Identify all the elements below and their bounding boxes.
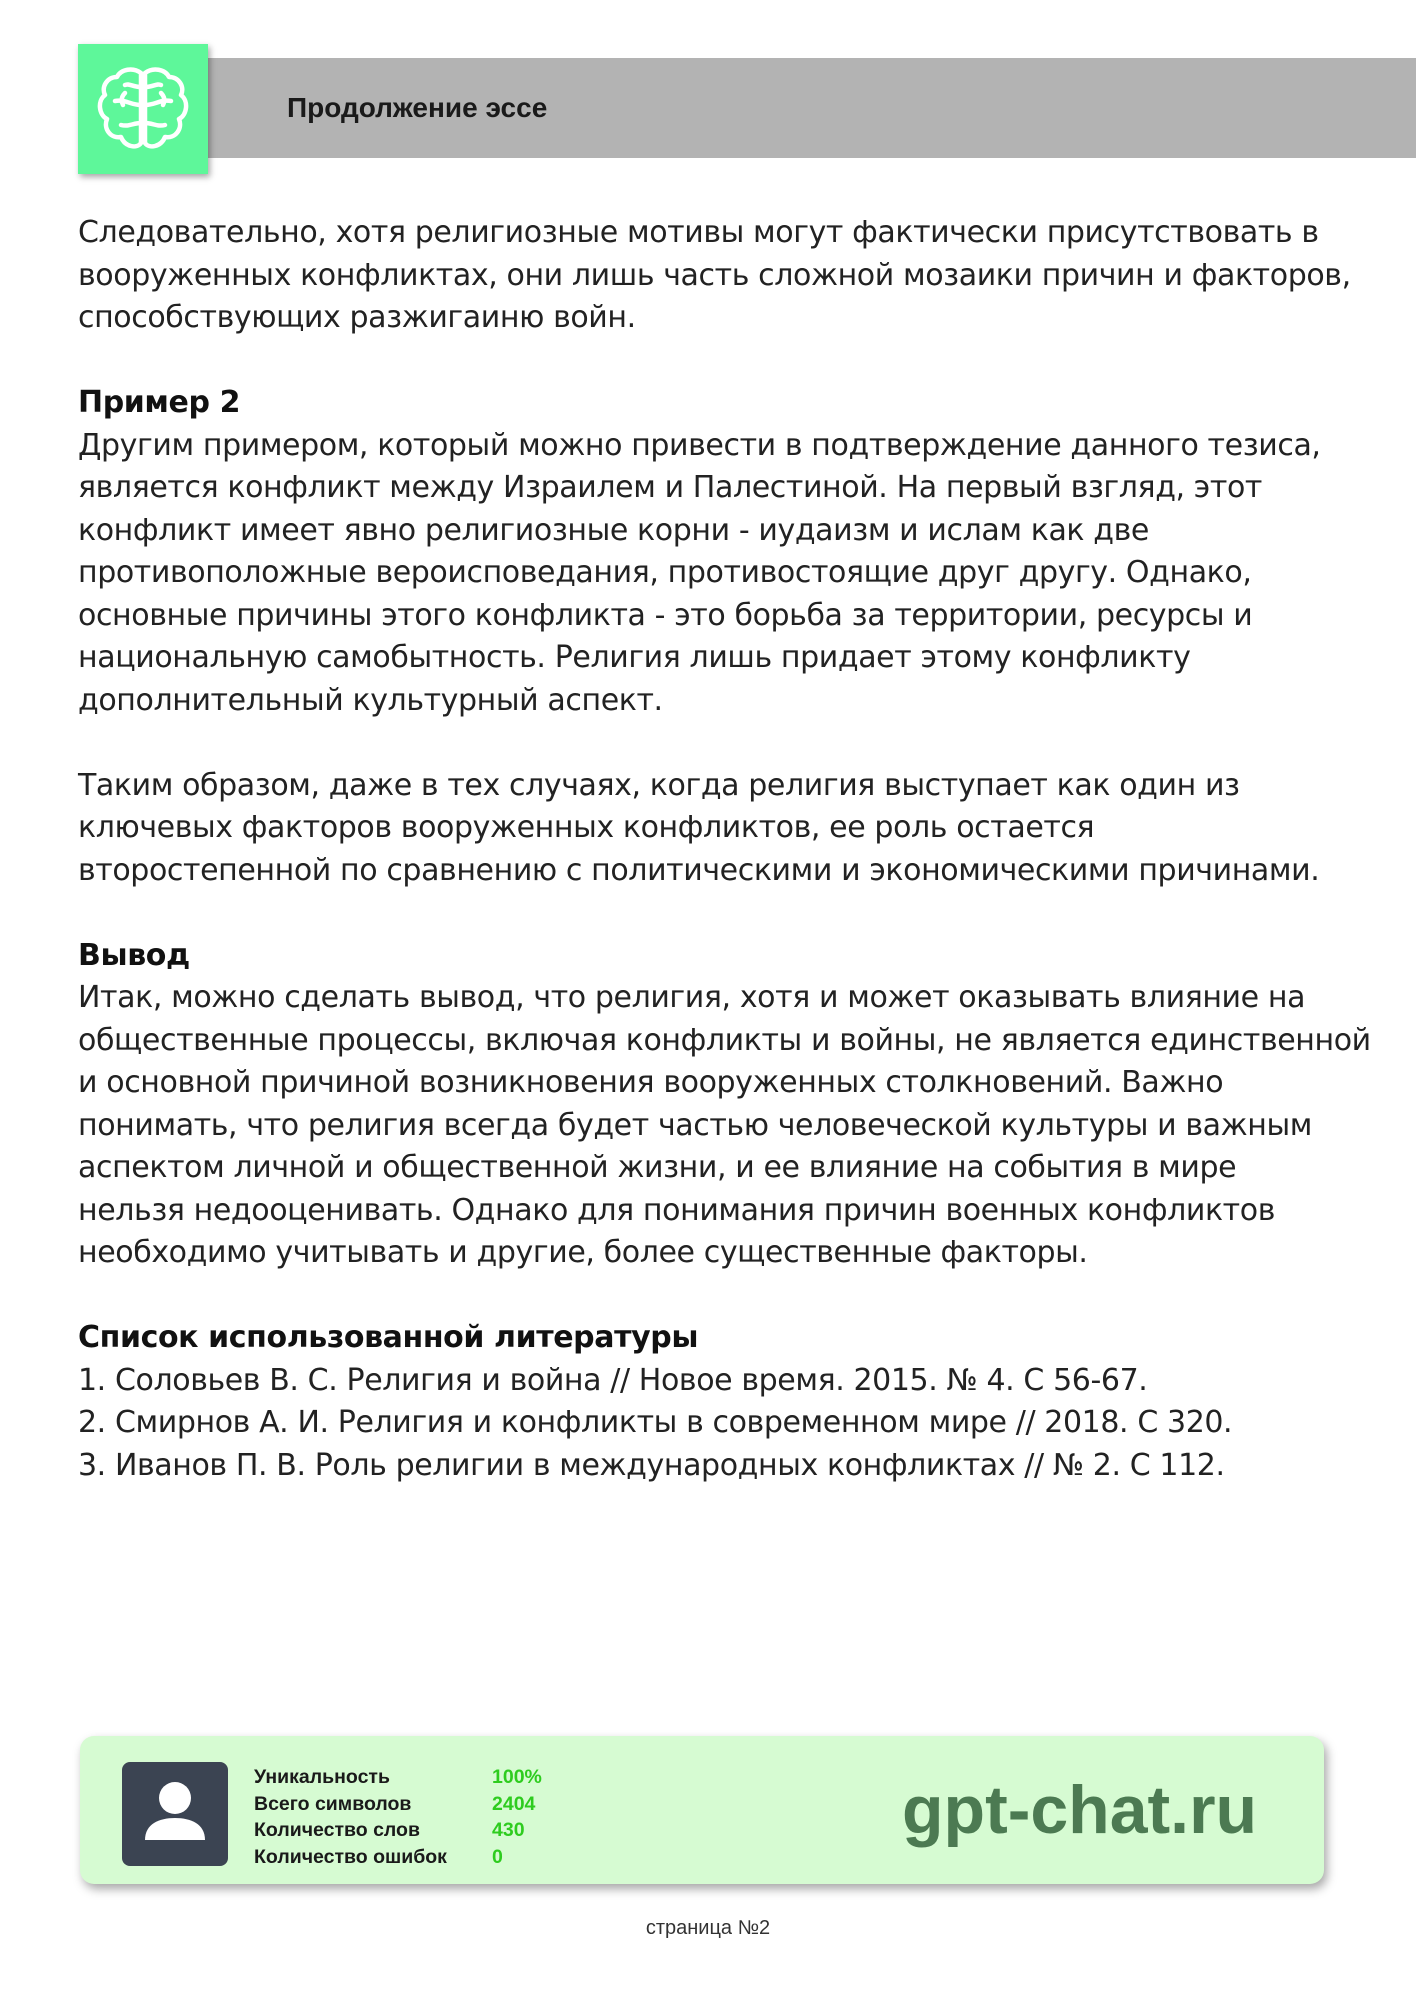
conclusion-heading: Вывод [78,937,190,973]
reference-item: 3. Иванов П. В. Роль религии в международных конфликтах // № 2. С 112. [78,1447,1225,1483]
thus-line: Таким образом, даже в тех случаях, когда религия выступает как один из [78,767,1240,803]
intro-line: вооруженных конфликтах, они лишь часть сложной мозаики причин и факторов, [78,257,1351,293]
reference-item: 1. Соловьев В. С. Религия и война // Новое время. 2015. № 4. С 56-67. [78,1362,1148,1398]
example2-line: противоположные вероисповедания, противостоящие друг другу. Однако, [78,555,1252,590]
stat-label-characters: Всего символов [254,1792,412,1815]
conclusion-line: Итак, можно сделать вывод, что религия, хотя и может оказывать влияние на [78,980,1306,1015]
stat-value-errors: 0 [492,1845,503,1868]
stat-value-characters: 2404 [492,1792,536,1815]
example2-heading: Пример 2 [78,385,241,420]
conclusion-line: понимать, что религия всегда будет частью человеческой культуры и важным [78,1107,1313,1143]
conclusion-line: нельзя недооценивать. Однако для понимания причин военных конфликтов [78,1192,1275,1228]
avatar [122,1762,228,1866]
example2-line: национальную самобытность. Религия лишь придает этому конфликту [78,640,1191,675]
conclusion-line: и основной причиной возникновения вооруженных столкновений. Важно [78,1065,1224,1100]
user-icon [122,1762,228,1866]
conclusion-line: аспектом личной и общественной жизни, и ее влияние на события в мире [78,1150,1237,1185]
thus-line: ключевых факторов вооруженных конфликтов, ее роль остается [78,810,1095,845]
example2-line: конфликт имеет явно религиозные корни - иудаизм и ислам как две [78,512,1149,548]
stat-value-words: 430 [492,1819,525,1841]
stat-labels [254,1764,447,1870]
brand-logo-text: gpt-chat.ru [902,1772,1258,1848]
example2-line: основные причины этого конфликта - это борьба за территории, ресурсы и [78,597,1253,633]
page-number: страница №2 [645,1917,771,1939]
header-logo [78,44,208,174]
example2-line: дополнительный культурный аспект. [78,682,663,718]
essay-content [78,212,1398,1487]
reference-item: 2. Смирнов А. И. Религия и конфликты в современном мире // 2018. С 320. [78,1405,1233,1440]
example2-line: является конфликт между Израилем и Палестиной. На первый взгляд, этот [78,470,1262,505]
example2-line: Другим примером, который можно привести в подтверждение данного тезиса, [78,427,1321,463]
stat-label-errors: Количество ошибок [254,1845,447,1868]
thus-line: второстепенной по сравнению с политическими и экономическими причинами. [78,852,1320,888]
intro-line: Следовательно, хотя религиозные мотивы могут фактически присутствовать в [78,215,1319,250]
intro-line: способствующих разжигаиню войн. [78,300,636,335]
header-bar [78,58,1416,158]
conclusion-line: необходимо учитывать и другие, более существенные факторы. [78,1235,1088,1270]
page-title: Продолжение эссе [287,92,548,123]
stats-box [80,1736,1324,1884]
stat-values [492,1764,542,1870]
stat-value-uniqueness: 100% [492,1766,542,1788]
conclusion-line: общественные процессы, включая конфликты и войны, не является единственной [78,1022,1371,1058]
brain-icon [95,65,191,153]
stat-label-words: Количество слов [254,1819,420,1841]
references-heading: Список использованной литературы [78,1320,699,1355]
stat-label-uniqueness: Уникальность [254,1766,390,1788]
